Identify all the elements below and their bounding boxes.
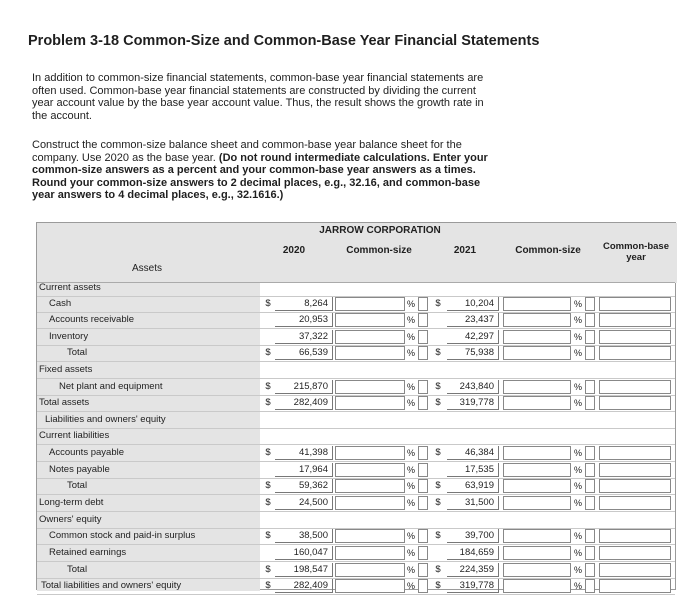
currency-sign: $ xyxy=(265,564,271,575)
header-2021: 2021 xyxy=(453,245,477,256)
percent-box xyxy=(585,579,595,593)
currency-sign: $ xyxy=(265,480,271,491)
percent-box xyxy=(585,463,595,477)
percent-box xyxy=(418,313,428,327)
row-label: Accounts payable xyxy=(49,447,124,458)
currency-sign: $ xyxy=(265,347,271,358)
common-size-2020-input[interactable] xyxy=(335,380,405,394)
value-2021: 75,938 xyxy=(447,346,499,360)
common-size-2021-input[interactable] xyxy=(503,579,571,593)
percent-box xyxy=(418,563,428,577)
header-common-size-2021: Common-size xyxy=(515,245,581,256)
common-base-year-input[interactable] xyxy=(599,446,671,460)
percent-sign: % xyxy=(406,565,415,575)
common-size-2020-input[interactable] xyxy=(335,396,405,410)
intro-paragraph: In addition to common-size financial statements, common-base year financial statements are often used. Common-base year financial statements are constructed by dividing the current year account value by the base year account value. Thus, the result shows the growth rate in the account. xyxy=(32,72,484,122)
row-label: Liabilities and owners' equity xyxy=(45,414,166,425)
header-divider xyxy=(37,282,675,283)
value-2021: 224,359 xyxy=(447,563,499,577)
row-label: Fixed assets xyxy=(39,364,93,375)
company-name: JARROW CORPORATION xyxy=(319,225,441,236)
row-divider xyxy=(37,494,675,495)
common-size-2020-input[interactable] xyxy=(335,563,405,577)
value-2020: 38,500 xyxy=(275,529,333,543)
percent-sign: % xyxy=(406,448,415,458)
percent-sign: % xyxy=(573,581,582,591)
common-base-year-input[interactable] xyxy=(599,380,671,394)
currency-sign: $ xyxy=(265,580,271,591)
currency-sign: $ xyxy=(435,298,441,309)
value-2020: 20,953 xyxy=(275,313,333,327)
assets-header: Assets xyxy=(131,263,162,274)
percent-box xyxy=(418,529,428,543)
value-2021: 23,437 xyxy=(447,313,499,327)
common-size-2021-input[interactable] xyxy=(503,297,571,311)
value-2021: 31,500 xyxy=(447,496,499,510)
common-base-year-input[interactable] xyxy=(599,346,671,360)
percent-sign: % xyxy=(573,398,582,408)
percent-box xyxy=(418,297,428,311)
percent-box xyxy=(585,396,595,410)
common-size-2021-input[interactable] xyxy=(503,346,571,360)
row-label: Common stock and paid-in surplus xyxy=(49,530,196,541)
value-2021: 243,840 xyxy=(447,380,499,394)
percent-box xyxy=(585,446,595,460)
common-size-2021-input[interactable] xyxy=(503,380,571,394)
currency-sign: $ xyxy=(265,497,271,508)
common-base-year-input[interactable] xyxy=(599,463,671,477)
percent-sign: % xyxy=(573,465,582,475)
percent-sign: % xyxy=(573,332,582,342)
common-size-2020-input[interactable] xyxy=(335,313,405,327)
row-label: Total liabilities and owners' equity xyxy=(41,580,182,591)
common-size-2021-input[interactable] xyxy=(503,479,571,493)
percent-box xyxy=(418,446,428,460)
common-base-year-input[interactable] xyxy=(599,563,671,577)
instructions-paragraph xyxy=(32,139,490,202)
common-size-2020-input[interactable] xyxy=(335,496,405,510)
row-divider xyxy=(37,544,675,545)
row-label: Retained earnings xyxy=(49,547,127,558)
percent-sign: % xyxy=(406,315,415,325)
currency-sign: $ xyxy=(435,347,441,358)
row-label: Current liabilities xyxy=(39,430,110,441)
percent-box xyxy=(585,546,595,560)
percent-box xyxy=(585,297,595,311)
row-label: Total xyxy=(67,347,88,358)
percent-sign: % xyxy=(406,581,415,591)
percent-sign: % xyxy=(573,382,582,392)
common-base-year-input[interactable] xyxy=(599,297,671,311)
row-label: Owners' equity xyxy=(39,514,102,525)
instructions-bold-text: (Do not round intermediate calculations. Enter your common-size answers as a percent and your common-base year answers as a times. Round your common-size answers to 2 decimal places, e.g., 32.16, and common-base year answers to 4 decimal places, e.g., 32.1616.) xyxy=(32,151,488,202)
currency-sign: $ xyxy=(265,397,271,408)
currency-sign: $ xyxy=(435,397,441,408)
percent-box xyxy=(418,346,428,360)
percent-sign: % xyxy=(573,348,582,358)
percent-box xyxy=(418,330,428,344)
percent-box xyxy=(585,380,595,394)
percent-sign: % xyxy=(573,531,582,541)
row-divider xyxy=(37,461,675,462)
percent-box xyxy=(585,529,595,543)
common-size-2021-input[interactable] xyxy=(503,563,571,577)
common-base-year-input[interactable] xyxy=(599,529,671,543)
percent-box xyxy=(418,463,428,477)
percent-box xyxy=(585,346,595,360)
row-divider xyxy=(37,328,675,329)
row-label: Cash xyxy=(49,298,72,309)
value-2020: 160,047 xyxy=(275,546,333,560)
common-base-year-input[interactable] xyxy=(599,546,671,560)
value-2021: 42,297 xyxy=(447,330,499,344)
common-size-2021-input[interactable] xyxy=(503,546,571,560)
value-2021: 319,778 xyxy=(447,396,499,410)
percent-box xyxy=(418,546,428,560)
common-size-2020-input[interactable] xyxy=(335,346,405,360)
common-size-2020-input[interactable] xyxy=(335,579,405,593)
percent-box xyxy=(418,380,428,394)
row-label: Notes payable xyxy=(49,464,110,475)
common-size-2020-input[interactable] xyxy=(335,297,405,311)
value-2020: 24,500 xyxy=(275,496,333,510)
header-common-base-year: Common-base year xyxy=(603,241,669,263)
row-divider xyxy=(37,361,675,362)
row-label: Total xyxy=(67,480,88,491)
percent-sign: % xyxy=(406,465,415,475)
percent-box xyxy=(585,496,595,510)
percent-sign: % xyxy=(573,448,582,458)
row-divider xyxy=(37,561,675,562)
value-2021: 319,778 xyxy=(447,579,499,593)
percent-sign: % xyxy=(406,548,415,558)
page-title: Problem 3-18 Common-Size and Common-Base Year Financial Statements xyxy=(28,33,540,49)
percent-sign: % xyxy=(406,531,415,541)
percent-sign: % xyxy=(406,348,415,358)
common-size-2021-input[interactable] xyxy=(503,463,571,477)
percent-box xyxy=(418,496,428,510)
percent-sign: % xyxy=(406,398,415,408)
value-2020: 282,409 xyxy=(275,579,333,593)
row-divider xyxy=(37,511,675,512)
instructions-text: Construct the common-size balance sheet and common-base year balance sheet for the company. Use 2020 as the base year. xyxy=(32,139,462,164)
common-size-2020-input[interactable] xyxy=(335,529,405,543)
balance-sheet-table xyxy=(36,222,676,590)
currency-sign: $ xyxy=(435,497,441,508)
percent-sign: % xyxy=(406,481,415,491)
common-size-2021-input[interactable] xyxy=(503,529,571,543)
value-2021: 39,700 xyxy=(447,529,499,543)
currency-sign: $ xyxy=(435,530,441,541)
percent-sign: % xyxy=(406,332,415,342)
percent-box xyxy=(418,396,428,410)
common-base-year-input[interactable] xyxy=(599,479,671,493)
row-label: Total xyxy=(67,564,88,575)
percent-sign: % xyxy=(573,565,582,575)
percent-box xyxy=(585,330,595,344)
percent-box xyxy=(585,563,595,577)
value-2020: 66,539 xyxy=(275,346,333,360)
header-2020: 2020 xyxy=(282,245,306,256)
currency-sign: $ xyxy=(435,447,441,458)
value-2021: 10,204 xyxy=(447,297,499,311)
common-size-2021-input[interactable] xyxy=(503,396,571,410)
percent-sign: % xyxy=(573,498,582,508)
value-2021: 46,384 xyxy=(447,446,499,460)
percent-sign: % xyxy=(406,382,415,392)
row-divider xyxy=(37,428,675,429)
common-size-2020-input[interactable] xyxy=(335,330,405,344)
value-2020: 37,322 xyxy=(275,330,333,344)
row-divider xyxy=(37,444,675,445)
header-common-size-2020: Common-size xyxy=(346,245,412,256)
currency-sign: $ xyxy=(435,564,441,575)
value-2021: 184,659 xyxy=(447,546,499,560)
value-2021: 63,919 xyxy=(447,479,499,493)
value-2020: 17,964 xyxy=(275,463,333,477)
percent-sign: % xyxy=(406,299,415,309)
row-label: Accounts receivable xyxy=(49,314,135,325)
currency-sign: $ xyxy=(265,381,271,392)
common-size-2020-input[interactable] xyxy=(335,463,405,477)
common-base-year-input[interactable] xyxy=(599,579,671,593)
common-size-2021-input[interactable] xyxy=(503,496,571,510)
percent-sign: % xyxy=(573,315,582,325)
percent-box xyxy=(418,579,428,593)
row-label: Net plant and equipment xyxy=(59,381,163,392)
percent-sign: % xyxy=(573,299,582,309)
value-2020: 8,264 xyxy=(275,297,333,311)
value-2021: 17,535 xyxy=(447,463,499,477)
common-size-2020-input[interactable] xyxy=(335,446,405,460)
row-label: Current assets xyxy=(39,282,101,293)
common-size-2020-input[interactable] xyxy=(335,479,405,493)
percent-box xyxy=(585,313,595,327)
currency-sign: $ xyxy=(435,580,441,591)
percent-sign: % xyxy=(573,548,582,558)
currency-sign: $ xyxy=(265,298,271,309)
value-2020: 198,547 xyxy=(275,563,333,577)
value-2020: 41,398 xyxy=(275,446,333,460)
value-2020: 59,362 xyxy=(275,479,333,493)
row-divider xyxy=(37,594,675,595)
common-size-2021-input[interactable] xyxy=(503,330,571,344)
common-base-year-input[interactable] xyxy=(599,330,671,344)
row-label: Long-term debt xyxy=(39,497,104,508)
common-size-2021-input[interactable] xyxy=(503,313,571,327)
row-label: Inventory xyxy=(49,331,89,342)
currency-sign: $ xyxy=(265,530,271,541)
currency-sign: $ xyxy=(435,381,441,392)
percent-sign: % xyxy=(573,481,582,491)
common-size-2020-input[interactable] xyxy=(335,546,405,560)
percent-box xyxy=(585,479,595,493)
common-base-year-input[interactable] xyxy=(599,396,671,410)
percent-sign: % xyxy=(406,498,415,508)
common-base-year-input[interactable] xyxy=(599,496,671,510)
currency-sign: $ xyxy=(265,447,271,458)
value-2020: 282,409 xyxy=(275,396,333,410)
common-base-year-input[interactable] xyxy=(599,313,671,327)
value-2020: 215,870 xyxy=(275,380,333,394)
row-label: Total assets xyxy=(39,397,90,408)
currency-sign: $ xyxy=(435,480,441,491)
common-size-2021-input[interactable] xyxy=(503,446,571,460)
percent-box xyxy=(418,479,428,493)
